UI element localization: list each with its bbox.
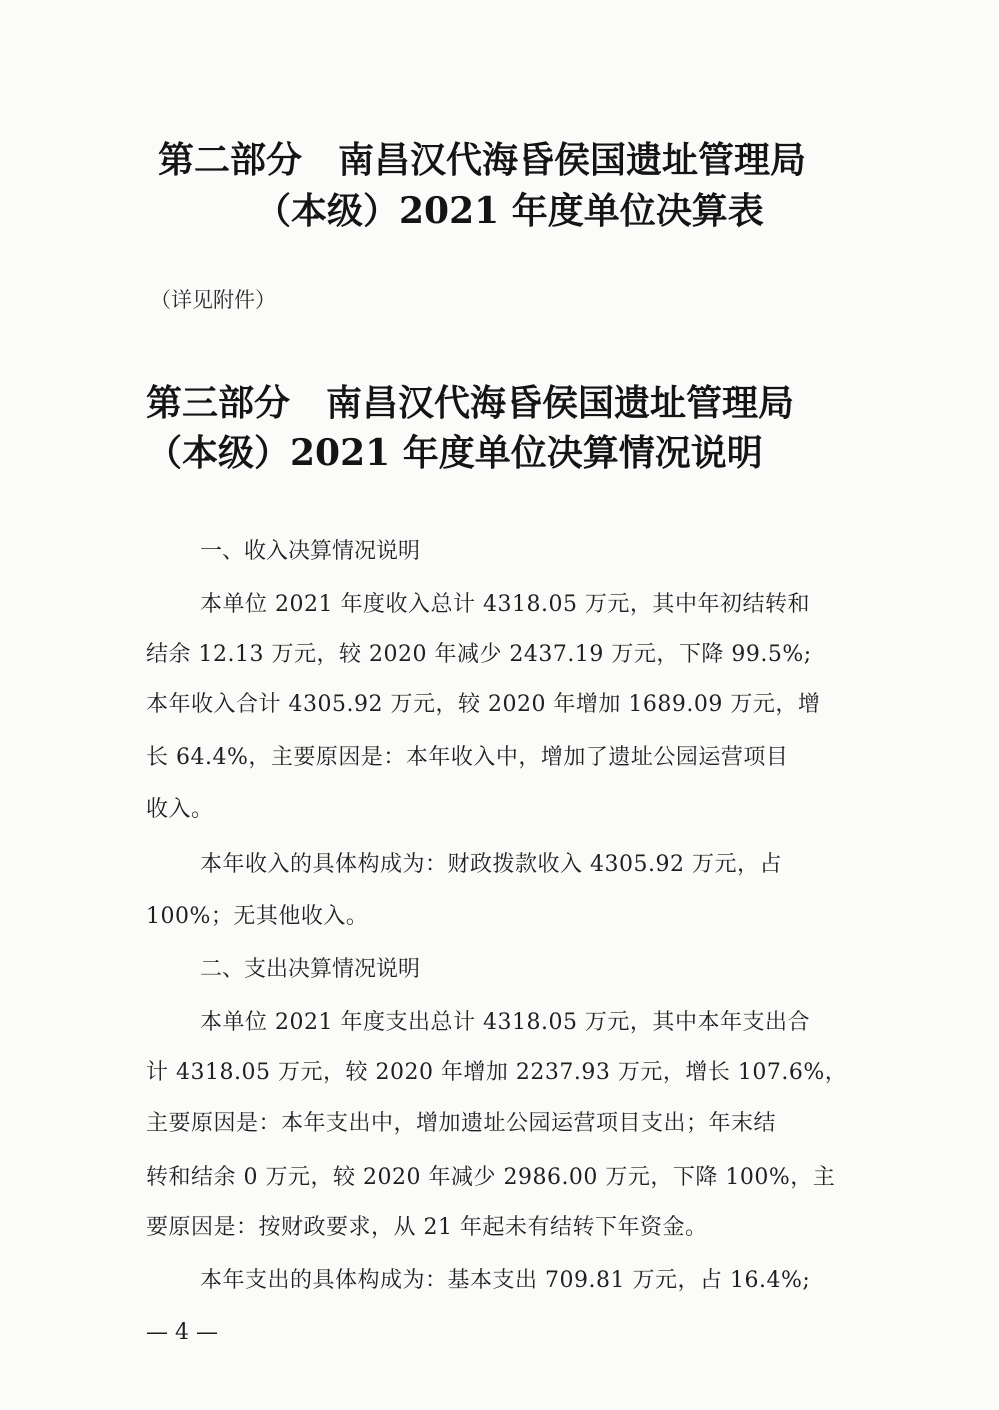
section1-line: 长 64.4%，主要原因是：本年收入中，增加了遗址公园运营项目 <box>146 745 789 770</box>
section2-line: 计 4318.05 万元，较 2020 年增加 2237.93 万元，增长 107.6%， <box>146 1060 848 1085</box>
section1-line: 结余 12.13 万元，较 2020 年减少 2437.19 万元，下降 99.5%; <box>146 642 812 667</box>
section1-line: 收入。 <box>146 797 214 822</box>
section1-heading: 一、收入决算情况说明 <box>200 539 421 564</box>
section1-line: 本年收入的具体构成为：财政拨款收入 4305.92 万元，占 <box>200 852 782 877</box>
part2-title-line1: 第二部分 南昌汉代海昏侯国遗址管理局 <box>158 139 807 181</box>
section1-line: 100%；无其他收入。 <box>146 904 369 929</box>
section2-line: 本单位 2021 年度支出总计 4318.05 万元，其中本年支出合 <box>200 1010 810 1035</box>
attachment-note: （详见附件） <box>150 288 276 312</box>
section2-line: 转和结余 0 万元，较 2020 年减少 2986.00 万元，下降 100%，主 <box>146 1165 836 1190</box>
section2-line: 要原因是：按财政要求，从 21 年起未有结转下年资金。 <box>146 1215 708 1240</box>
part2-title-line2: （本级）2021 年度单位决算表 <box>255 190 764 232</box>
section2-line: 本年支出的具体构成为：基本支出 709.81 万元，占 16.4%; <box>200 1268 811 1293</box>
part3-title-line2: （本级）2021 年度单位决算情况说明 <box>146 432 763 474</box>
section1-line: 本年收入合计 4305.92 万元，较 2020 年增加 1689.09 万元，增 <box>146 692 821 717</box>
part3-title-line1: 第三部分 南昌汉代海昏侯国遗址管理局 <box>146 382 795 424</box>
page-number: — 4 — <box>146 1320 218 1345</box>
section2-heading: 二、支出决算情况说明 <box>200 957 421 982</box>
section2-line: 主要原因是：本年支出中，增加遗址公园运营项目支出；年末结 <box>146 1111 777 1136</box>
section1-line: 本单位 2021 年度收入总计 4318.05 万元，其中年初结转和 <box>200 592 810 617</box>
